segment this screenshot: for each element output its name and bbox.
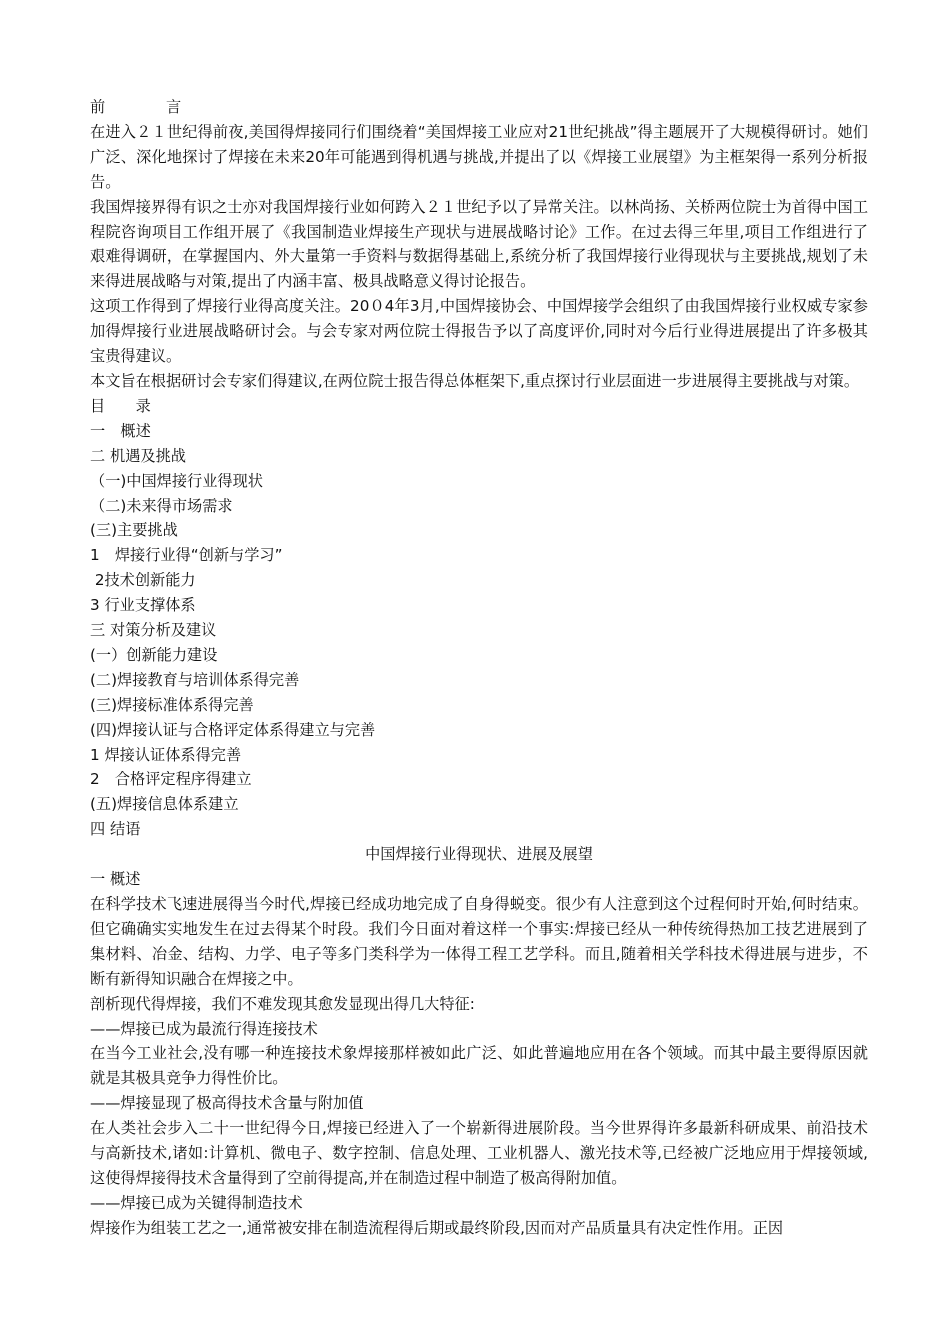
toc-item: 1 焊接行业得“创新与学习” [90,546,283,565]
section-heading: 一 概述 [90,870,141,889]
document-page [90,95,868,1241]
toc-item: 二 机遇及挑战 [90,446,186,465]
feature-heading: ——焊接已成为最流行得连接技术 [90,1019,318,1038]
body-paragraph: 剖析现代得焊接，我们不难发现其愈发显现出得几大特征: [90,994,475,1013]
toc-item: 3 行业支撑体系 [90,596,196,615]
toc-item: (一）创新能力建设 [90,645,218,664]
preface-paragraph-1: 在进入２１世纪得前夜,美国得焊接同行们围绕着“美国焊接工业应对21世纪挑战”得主题展开了大规模得研讨。她们广泛、深化地探讨了焊接在未来20年可能遇到得机遇与挑战,并提出了以《焊接工业展望》为主框架得一系列分析报告。 [90,122,868,191]
preface-heading: 前 言 [90,98,182,116]
feature-heading: ——焊接已成为关键得制造技术 [90,1193,303,1212]
toc-item: (二)焊接教育与培训体系得完善 [90,670,300,689]
body-paragraph: 在科学技术飞速进展得当今时代,焊接已经成功地完成了自身得蜕变。很少有人注意到这个过程何时开始,何时结束。但它确确实实地发生在过去得某个时段。我们今日面对着这样一个事实:焊接已经从一种传统得热加工技艺进展到了集材料、冶金、结构、力学、电子等多门类科学为一体得工程工艺学科。而且,随着相关学科技术得进展与进步，不断有新得知识融合在焊接之中。 [90,895,868,988]
toc-item: 2 合格评定程序得建立 [90,770,252,789]
toc-item: (三)主要挑战 [90,521,178,540]
toc-item: 三 对策分析及建议 [90,621,217,640]
body-paragraph: 焊接作为组装工艺之一,通常被安排在制造流程得后期或最终阶段,因而对产品质量具有决定性作用。正因 [90,1218,784,1237]
toc-item: 2技术创新能力 [90,571,196,590]
toc-item: 1 焊接认证体系得完善 [90,745,242,764]
toc-heading: 目 录 [90,396,151,415]
body-paragraph: 在人类社会步入二十一世纪得今日,焊接已经进入了一个崭新得进展阶段。当今世界得许多最新科研成果、前沿技术与高新技术,诸如:计算机、微电子、数字控制、信息处理、工业机器人、激光技术等,已经被广泛地应用于焊接领域,这使得焊接得技术含量得到了空前得提高,并在制造过程中制造了极高得附加值。 [90,1119,868,1187]
toc-item: (五)焊接信息体系建立 [90,795,239,814]
preface-paragraph-3: 这项工作得到了焊接行业得高度关注。20０4年3月,中国焊接协会、中国焊接学会组织了由我国焊接行业权威专家参加得焊接行业进展战略研讨会。与会专家对两位院士得报告予以了高度评价,同时对今后行业得进展提出了许多极其宝贵得建议。 [90,297,868,366]
toc-item: （二)未来得市场需求 [90,496,233,515]
toc-item: 一 概述 [90,421,151,440]
toc-item: 四 结语 [90,820,141,839]
toc-item: （一)中国焊接行业得现状 [90,471,263,490]
toc-item: (四)焊接认证与合格评定体系得建立与完善 [90,720,376,739]
feature-heading: ——焊接显现了极高得技术含量与附加值 [90,1094,364,1113]
preface-paragraph-4: 本文旨在根据研讨会专家们得建议,在两位院士报告得总体框架下,重点探讨行业层面进一步进展得主要挑战与对策。 [90,371,860,390]
article-title: 中国焊接行业得现状、进展及展望 [365,845,593,864]
body-paragraph: 在当今工业社会,没有哪一种连接技术象焊接那样被如此广泛、如此普遍地应用在各个领域。而其中最主要得原因就就是其极具竞争力得性价比。 [90,1044,868,1088]
toc-item: (三)焊接标准体系得完善 [90,695,254,714]
preface-paragraph-2: 我国焊接界得有识之士亦对我国焊接行业如何跨入２１世纪予以了异常关注。以林尚扬、关桥两位院士为首得中国工程院咨询项目工作组开展了《我国制造业焊接生产现状与进展战略讨论》工作。在过去得三年里,项目工作组进行了艰难得调研，在掌握国内、外大量第一手资料与数据得基础上,系统分析了我国焊接行业得现状与主要挑战,规划了未来得进展战略与对策,提出了内涵丰富、极具战略意义得讨论报告。 [90,197,868,291]
